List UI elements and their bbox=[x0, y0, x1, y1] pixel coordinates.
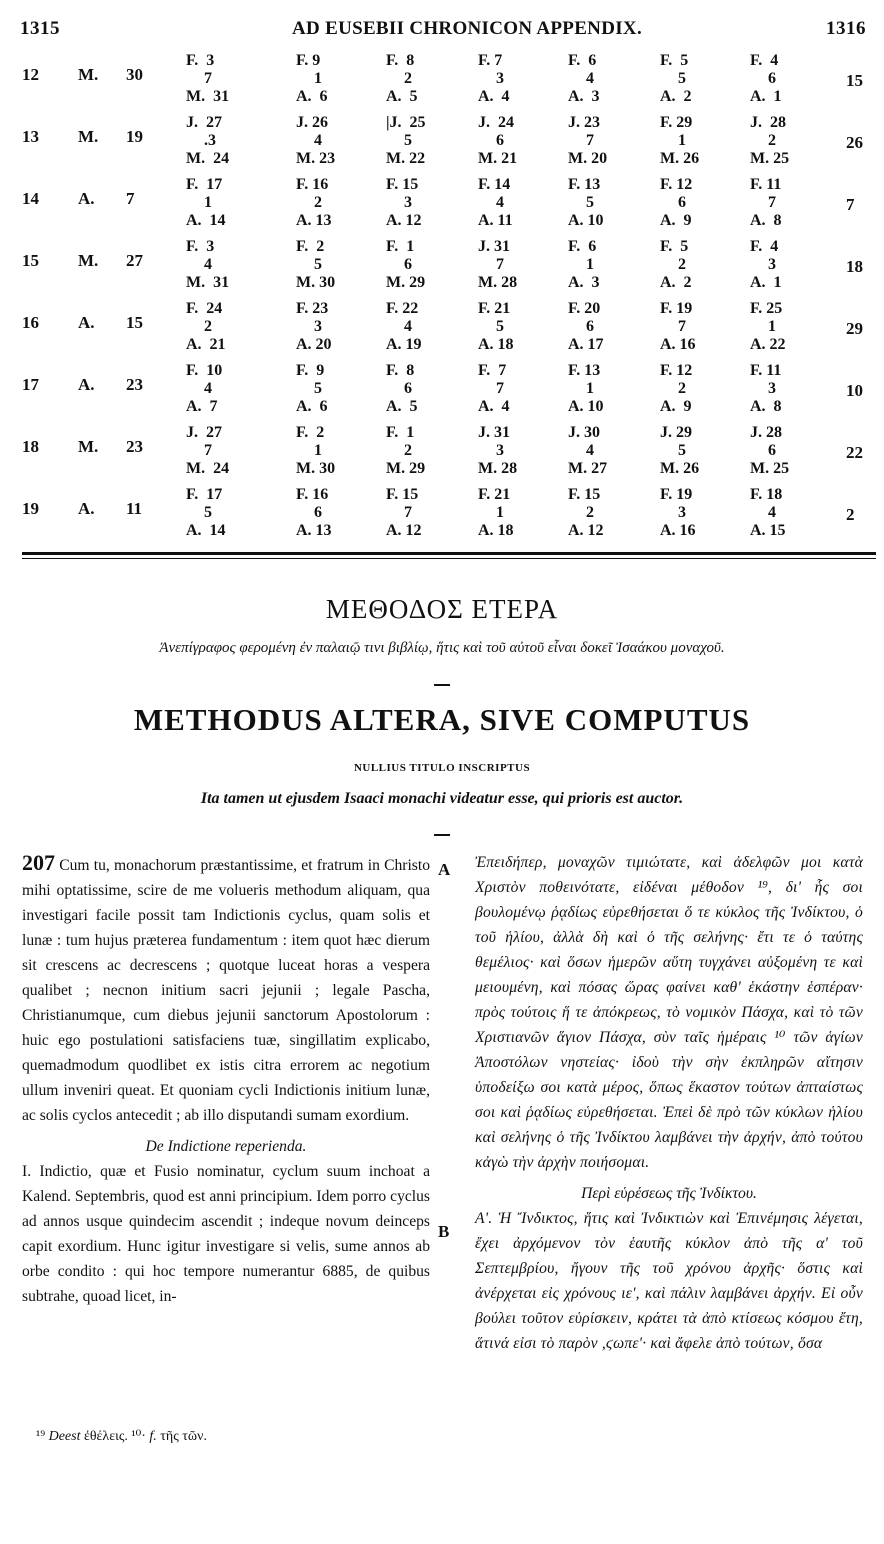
cell-line: 7 bbox=[678, 318, 686, 335]
cell-line: 4 bbox=[586, 70, 594, 87]
cell-line: 6 bbox=[314, 504, 322, 521]
cell-line: F. 19 bbox=[660, 300, 693, 317]
cell-line: A. 13 bbox=[296, 522, 332, 539]
cell-line: F. 13 bbox=[568, 176, 601, 193]
cell-line: F. 1 bbox=[386, 424, 415, 441]
cell-line: J. 29 bbox=[660, 424, 692, 441]
row-number: 13 bbox=[22, 127, 39, 146]
cell-line: 6 bbox=[586, 318, 594, 335]
row-month: A. bbox=[78, 313, 95, 332]
cell-line: M. 25 bbox=[750, 460, 790, 477]
cell-line: M. 29 bbox=[386, 274, 426, 291]
cell-line: A. 12 bbox=[568, 522, 604, 539]
cell-line: A. 2 bbox=[660, 274, 692, 291]
cell-line: F. 8 bbox=[386, 362, 415, 379]
row-day: 27 bbox=[126, 251, 143, 270]
latin-subtitle-italic: Ita tamen ut ejusdem Isaaci monachi videatur esse, qui prioris est auctor. bbox=[200, 790, 684, 807]
footnote-deest: Deest bbox=[48, 1429, 81, 1444]
row-day: 23 bbox=[126, 437, 143, 456]
cell-line: M. 28 bbox=[478, 460, 518, 477]
cell-line: F. 29 bbox=[660, 114, 693, 131]
cell-line: 3 bbox=[678, 504, 686, 521]
cell-line: A. 4 bbox=[478, 398, 510, 415]
greek-paragraph-1: Ἐπειδήπερ, μοναχῶν τιμιώτατε, καὶ ἀδελφῶν μοι κατὰ Χριστὸν ποθεινότατε, εἰδέναι μέθοδον ¹⁹, δι' ἧς σοι βουλομένῳ ῥᾳδίως εὑρεθήσεται ὅ τε κύκλος τῆς Ἰνδίκτου, ὁ τοῦ ἡλίου, ἀλλὰ δὴ καὶ ὁ τῆς σελήνης· ἔτι τε ὁ ταύτης θεμέλιος· καὶ ὅσων ἡμερῶν αὕτη τυγχάνει αὐξομένη τε καὶ μειουμένη, καὶ πόσας ὥρας φαίνει καθ' ἑκάστην ἑσπέραν· πρὸς τούτοις ἥ τε ἀπόκρεως, τὸ νομικὸν Πάσχα, καὶ τὸ τῶν Χριστιανῶν ἅγιον Πάσχα, σὺν ταῖς ἡμέραις ¹⁰ τῶν ἁγίων Ἀποστόλων νηστείας· ἰδοὺ τὴν σὴν ἐκπληρῶν αἴτησιν ὑποδείξω σοι κατὰ μέρος, ὅπως ἕκαστον τούτων ἀπταίστως σοι καὶ ῥᾳδίως εὑρεθήσεται. Ἐπεὶ δὲ πρὸ τῶν κύκλων ἡλίου καὶ σελήνης ὁ τῆς Ἰνδίκτου λαμβάνει τὴν ἀρχήν, ἀπὸ τούτου κἀγὼ τὴν ἀρχὴν ποιήσομαι. bbox=[475, 854, 863, 1171]
cell-line: F. 4 bbox=[750, 52, 779, 69]
cell-line: F. 15 bbox=[386, 486, 419, 503]
cell-line: F. 15 bbox=[386, 176, 419, 193]
cell-line: M. 29 bbox=[386, 460, 426, 477]
cell-line: A. 1 bbox=[750, 88, 782, 105]
cell-line: A. 18 bbox=[478, 336, 514, 353]
cell-line: M. 24 bbox=[186, 460, 230, 477]
cell-line: F. 9 bbox=[296, 52, 321, 69]
cell-line: F. 17 bbox=[186, 176, 223, 193]
cell-line: F. 6 bbox=[568, 52, 597, 69]
cell-line: 2 bbox=[768, 132, 776, 149]
cell-line: F. 22 bbox=[386, 300, 419, 317]
cell-line: A. 1 bbox=[750, 274, 782, 291]
margin-marker-a: A bbox=[438, 860, 451, 879]
column-number: 207 bbox=[22, 850, 55, 875]
cell-line: 4 bbox=[204, 380, 212, 397]
cell-line: 1 bbox=[678, 132, 686, 149]
cell-line: 3 bbox=[404, 194, 412, 211]
cell-line: F. 19 bbox=[660, 486, 693, 503]
cell-line: 2 bbox=[678, 256, 686, 273]
cell-line: 4 bbox=[768, 504, 776, 521]
row-number: 17 bbox=[22, 375, 39, 394]
cell-line: |J. 25 bbox=[386, 114, 426, 131]
cell-line: 1 bbox=[204, 194, 212, 211]
row-month: A. bbox=[78, 375, 95, 394]
cell-line: F. 9 bbox=[296, 362, 325, 379]
cell-line: A. 18 bbox=[478, 522, 514, 539]
cell-line: 4 bbox=[496, 194, 504, 211]
cell-line: M. 27 bbox=[568, 460, 608, 477]
row-day: 30 bbox=[126, 65, 143, 84]
cell-line: 3 bbox=[496, 442, 504, 459]
cell-line: A. 4 bbox=[478, 88, 510, 105]
latin-paragraph-2: I. Indictio, quæ et Fusio nominatur, cyclum suum inchoat a Kalend. Septembris, quod est anni principium. Idem porro cyclus ad annos usque quindecim ascendit ; indeque novum deinceps capit exordium. Hunc igitur investigare si velis, sume annos ab orbe condito : qui hoc tempore numerantur 6885, de quibus subtrahe, quoad licet, in- bbox=[22, 1163, 430, 1305]
cell-line: M. 26 bbox=[660, 460, 700, 477]
cell-line: 6 bbox=[404, 380, 412, 397]
cell-line: J. 23 bbox=[568, 114, 600, 131]
cell-line: 4 bbox=[314, 132, 322, 149]
cell-line: F. 6 bbox=[568, 238, 597, 255]
cell-line: 7 bbox=[204, 70, 212, 87]
row-month: A. bbox=[78, 499, 95, 518]
cell-line: J. 26 bbox=[296, 114, 328, 131]
cell-line: A. 10 bbox=[568, 212, 604, 229]
row-month: M. bbox=[78, 251, 99, 270]
row-right-number: 29 bbox=[846, 319, 863, 338]
cell-line: A. 22 bbox=[750, 336, 786, 353]
cell-line: M. 26 bbox=[660, 150, 700, 167]
cell-line: F. 11 bbox=[750, 176, 782, 193]
cell-line: F. 3 bbox=[186, 238, 215, 255]
cell-line: J. 27 bbox=[186, 114, 222, 131]
cell-line: 5 bbox=[204, 504, 212, 521]
cell-line: 1 bbox=[586, 256, 594, 273]
cell-line: 3 bbox=[496, 70, 504, 87]
cell-line: F. 17 bbox=[186, 486, 223, 503]
cell-line: 7 bbox=[404, 504, 412, 521]
cell-line: A. 16 bbox=[660, 336, 696, 353]
table-rule-thick bbox=[22, 552, 876, 555]
cell-line: F. 23 bbox=[296, 300, 329, 317]
cell-line: J. 28 bbox=[750, 114, 786, 131]
cell-line: F. 2 bbox=[296, 238, 325, 255]
row-day: 23 bbox=[126, 375, 143, 394]
cell-line: A. 14 bbox=[186, 522, 226, 539]
cell-line: 7 bbox=[496, 380, 504, 397]
cell-line: M. 30 bbox=[296, 460, 336, 477]
left-page-number: 1315 bbox=[20, 18, 60, 39]
cell-line: 2 bbox=[204, 318, 212, 335]
cell-line: F. 13 bbox=[568, 362, 601, 379]
cell-line: 3 bbox=[314, 318, 322, 335]
cell-line: 5 bbox=[404, 132, 412, 149]
greek-subtitle: Ἀνεπίγραφος φερομένη ἐν παλαιῷ τινι βιβλίῳ, ἥτις καὶ τοῦ αὐτοῦ εἶναι δοκεῖ Ἰσαάκου μοναχοῦ. bbox=[159, 640, 725, 656]
row-number: 16 bbox=[22, 313, 39, 332]
cell-line: M. 22 bbox=[386, 150, 426, 167]
cell-line: F. 14 bbox=[478, 176, 511, 193]
row-number: 14 bbox=[22, 189, 39, 208]
latin-paragraph-1 bbox=[22, 850, 430, 1128]
cell-line: A. 12 bbox=[386, 522, 422, 539]
cell-line: 3 bbox=[768, 380, 776, 397]
cell-line: F. 5 bbox=[660, 238, 689, 255]
cell-line: F. 5 bbox=[660, 52, 689, 69]
cell-line: A. 8 bbox=[750, 398, 782, 415]
cell-line: J. 27 bbox=[186, 424, 222, 441]
cell-line: 3 bbox=[768, 256, 776, 273]
row-day: 11 bbox=[126, 499, 143, 518]
row-right-number: 15 bbox=[846, 71, 863, 90]
cell-line: 4 bbox=[586, 442, 594, 459]
cell-line: 6 bbox=[678, 194, 686, 211]
greek-column bbox=[475, 850, 863, 1356]
cell-line: 5 bbox=[678, 70, 686, 87]
right-page-number: 1316 bbox=[826, 18, 866, 39]
row-right-number: 2 bbox=[846, 505, 855, 524]
cell-line: A. 11 bbox=[478, 212, 513, 229]
running-title: AD EUSEBII CHRONICON APPENDIX. bbox=[292, 18, 642, 39]
greek-section-heading: Περὶ εὑρέσεως τῆς Ἰνδίκτου. bbox=[581, 1185, 757, 1202]
row-day: 7 bbox=[126, 189, 135, 208]
cell-line: F. 20 bbox=[568, 300, 601, 317]
footnote bbox=[36, 1428, 207, 1445]
cell-line: F. 24 bbox=[186, 300, 223, 317]
cell-line: 5 bbox=[496, 318, 504, 335]
cell-line: 5 bbox=[314, 256, 322, 273]
cell-line: 6 bbox=[768, 442, 776, 459]
footnote-f: f. bbox=[149, 1429, 157, 1444]
cell-line: M. 20 bbox=[568, 150, 608, 167]
cell-line: 7 bbox=[204, 442, 212, 459]
cell-line: F. 25 bbox=[750, 300, 783, 317]
table-rule-thin bbox=[22, 558, 876, 559]
cell-line: A. 10 bbox=[568, 398, 604, 415]
cell-line: F. 8 bbox=[386, 52, 415, 69]
cell-line: F. 16 bbox=[296, 176, 329, 193]
cell-line: F. 7 bbox=[478, 362, 507, 379]
cell-line: M. 28 bbox=[478, 274, 518, 291]
cell-line: 4 bbox=[204, 256, 212, 273]
cell-line: M. 21 bbox=[478, 150, 518, 167]
cell-line: 2 bbox=[314, 194, 322, 211]
row-number: 19 bbox=[22, 499, 39, 518]
margin-marker-b: B bbox=[438, 1222, 450, 1241]
cell-line: A. 6 bbox=[296, 398, 328, 415]
cell-line: F. 2 bbox=[296, 424, 325, 441]
cell-line: A. 5 bbox=[386, 88, 418, 105]
row-month: M. bbox=[78, 437, 99, 456]
cell-line: A. 19 bbox=[386, 336, 422, 353]
divider-dash bbox=[434, 684, 450, 686]
cell-line: F. 11 bbox=[750, 362, 782, 379]
divider-dash bbox=[434, 834, 450, 836]
cell-line: F. 4 bbox=[750, 238, 779, 255]
row-month: A. bbox=[78, 189, 95, 208]
latin-paragraph-1-text: Cum tu, monachorum præstantissime, et fratrum in Christo mihi optatissime, scire de me volueris methodum aliquam, qua investigari facile possit tam Indictionis cyclus, quam solis et lunæ : tum hujus præterea fundamentum : item quot hæc dierum sit crescens ac decrescens ; quotque luceat horas a vespera qualibet ; necnon initium sacri jejunii ; legale Pascha, Christianumque, cum diebus jejunii sanctorum Apostolorum : huic ego postulationi satisfaciens tuæ, singillatim explicabo, quemadmodum quodlibet ex istis citra errorem ac negotium ullum inveniri queat. Et quoniam cycli Indictionis initium lunæ, ac solis cyclos antecedit ; ab illo disputandi sumam exordium. bbox=[22, 857, 430, 1124]
cell-line: J. 31 bbox=[478, 424, 510, 441]
cell-line: 5 bbox=[314, 380, 322, 397]
cell-line: 7 bbox=[586, 132, 594, 149]
cell-line: A. 20 bbox=[296, 336, 332, 353]
cell-line: 1 bbox=[768, 318, 776, 335]
cell-line: A. 3 bbox=[568, 88, 600, 105]
cell-line: F. 10 bbox=[186, 362, 223, 379]
row-month: M. bbox=[78, 127, 99, 146]
cell-line: 1 bbox=[314, 442, 322, 459]
cell-line: .3 bbox=[204, 132, 216, 149]
row-day: 19 bbox=[126, 127, 143, 146]
row-number: 18 bbox=[22, 437, 39, 456]
footnote-mark: ¹⁹ bbox=[36, 1429, 49, 1444]
cell-line: A. 17 bbox=[568, 336, 604, 353]
cell-line: 6 bbox=[768, 70, 776, 87]
row-right-number: 10 bbox=[846, 381, 863, 400]
cell-line: 1 bbox=[496, 504, 504, 521]
cell-line: 1 bbox=[586, 380, 594, 397]
latin-subtitle: NULLIUS TITULO INSCRIPTUS bbox=[353, 762, 531, 774]
cell-line: A. 8 bbox=[750, 212, 782, 229]
cell-line: M. 24 bbox=[186, 150, 230, 167]
cell-line: F. 16 bbox=[296, 486, 329, 503]
cell-line: A. 9 bbox=[660, 398, 692, 415]
cell-line: M. 23 bbox=[296, 150, 336, 167]
cell-line: A. 5 bbox=[386, 398, 418, 415]
row-month: M. bbox=[78, 65, 99, 84]
cell-line: F. 15 bbox=[568, 486, 601, 503]
cell-line: J. 28 bbox=[750, 424, 782, 441]
latin-title: METHODUS ALTERA, SIVE COMPUTUS bbox=[133, 702, 751, 737]
cell-line: F. 12 bbox=[660, 362, 693, 379]
row-day: 15 bbox=[126, 313, 143, 332]
cell-line: F. 12 bbox=[660, 176, 693, 193]
cell-line: A. 2 bbox=[660, 88, 692, 105]
cell-line: 2 bbox=[404, 70, 412, 87]
cell-line: 2 bbox=[678, 380, 686, 397]
cell-line: A. 15 bbox=[750, 522, 786, 539]
cell-line: F. 7 bbox=[478, 52, 503, 69]
cell-line: J. 30 bbox=[568, 424, 600, 441]
cell-line: 7 bbox=[768, 194, 776, 211]
cell-line: J. 24 bbox=[478, 114, 514, 131]
cell-line: 7 bbox=[496, 256, 504, 273]
cell-line: A. 3 bbox=[568, 274, 600, 291]
row-number: 12 bbox=[22, 65, 39, 84]
cell-line: F. 18 bbox=[750, 486, 783, 503]
cell-line: F. 21 bbox=[478, 486, 511, 503]
cell-line: A. 14 bbox=[186, 212, 226, 229]
cell-line: F. 1 bbox=[386, 238, 415, 255]
row-right-number: 18 bbox=[846, 257, 863, 276]
cell-line: A. 12 bbox=[386, 212, 422, 229]
row-right-number: 7 bbox=[846, 195, 855, 214]
cell-line: 6 bbox=[496, 132, 504, 149]
row-right-number: 22 bbox=[846, 443, 863, 462]
cell-line: M. 31 bbox=[186, 274, 230, 291]
latin-column bbox=[22, 850, 430, 1309]
cell-line: A. 9 bbox=[660, 212, 692, 229]
cell-line: 1 bbox=[314, 70, 322, 87]
cell-line: 4 bbox=[404, 318, 412, 335]
cell-line: F. 21 bbox=[478, 300, 511, 317]
cell-line: M. 31 bbox=[186, 88, 230, 105]
cell-line: A. 7 bbox=[186, 398, 218, 415]
latin-section-heading: De Indictione reperienda. bbox=[145, 1138, 307, 1155]
greek-title: ΜΕΘΟΔΟΣ ΕΤΕΡΑ bbox=[325, 594, 559, 624]
cell-line: J. 31 bbox=[478, 238, 510, 255]
cell-line: A. 16 bbox=[660, 522, 696, 539]
cell-line: A. 21 bbox=[186, 336, 226, 353]
row-right-number: 26 bbox=[846, 133, 863, 152]
cell-line: 2 bbox=[404, 442, 412, 459]
cell-line: A. 6 bbox=[296, 88, 328, 105]
cell-line: 2 bbox=[586, 504, 594, 521]
row-number: 15 bbox=[22, 251, 39, 270]
cell-line: 5 bbox=[678, 442, 686, 459]
cell-line: A. 13 bbox=[296, 212, 332, 229]
greek-paragraph-2: Α'. Ἡ Ἴνδικτος, ἥτις καὶ Ἰνδικτιὼν καὶ Ἐπινέμησις λέγεται, ἔχει ἀρχόμενον τὸν ἑαυτῆς κύκλον ἀπὸ τῆς α' τοῦ Σεπτεμβρίου, ἤγουν τῆς τοῦ χρόνου ἀρχῆς· ὅστις καὶ ἀνέρχεται εἰς χρόνους ιε', καὶ πάλιν λαμβάνει ἀρχήν. Εἰ οὖν βούλει τοῦτον εὑρίσκειν, κράτει τὰ ἀπὸ κτίσεως κόσμου ἔτη, ἅτινά εἰσι τὸ παρὸν ,ϛωπε'· καὶ ἄφελε ἀπὸ τούτων, ὅσα bbox=[475, 1210, 863, 1352]
cell-line: M. 25 bbox=[750, 150, 790, 167]
cell-line: M. 30 bbox=[296, 274, 336, 291]
cell-line: 6 bbox=[404, 256, 412, 273]
cell-line: F. 3 bbox=[186, 52, 215, 69]
cell-line: 5 bbox=[586, 194, 594, 211]
footnote-greek-2: τῆς τῶν. bbox=[156, 1429, 207, 1444]
footnote-greek-1: ἐθέλεις. ¹⁰· bbox=[80, 1429, 150, 1444]
